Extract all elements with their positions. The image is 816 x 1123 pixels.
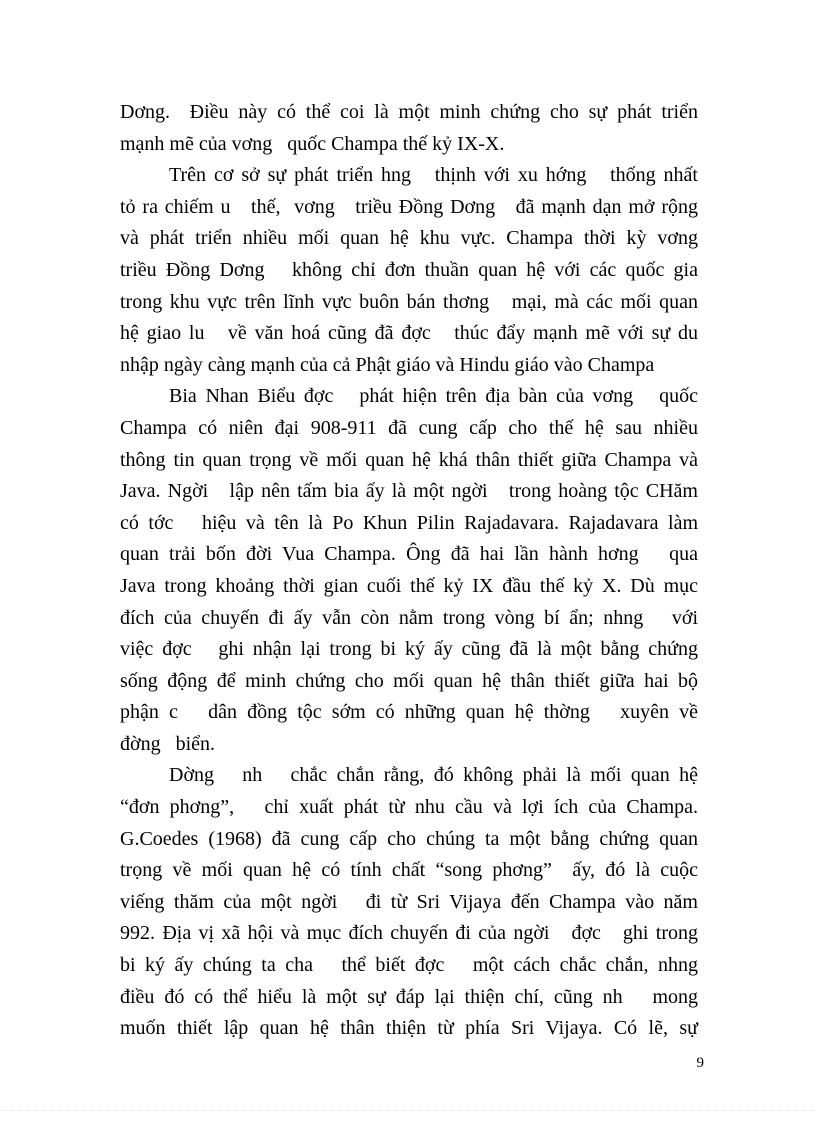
text-line: nhập ngày càng mạnh của cả Phật giáo và Hindu giáo vào Champa [120,353,655,376]
text-line: quan trải bốn đời Vua Champa. Ông đã hai lần hành hơng qua [120,543,698,566]
text-line: bi ký ấy chúng ta cha thể biết đợc một cách chắc chắn, nhng [120,954,698,977]
text-line: mạnh mẽ của vơng quốc Champa thế kỷ IX-X. [120,132,505,155]
paragraph-first-line: Trên cơ sở sự phát triển hng thịnh với xu hớng thống nhất [169,164,698,187]
text-line: điều đó có thể hiểu là một sự đáp lại thiện chí, cũng nh mong [120,985,698,1008]
text-line: tỏ ra chiếm u thế, vơng triều Đồng Dơng đã mạnh dạn mở rộng [120,195,698,218]
text-line: phận c dân đồng tộc sớm có những quan hệ thờng xuyên về [120,701,698,724]
text-line: đích của chuyến đi ấy vẫn còn nằm trong vòng bí ẩn; nhng với [120,606,698,629]
text-line: Champa có niên đại 908-911 đã cung cấp cho thế hệ sau nhiều [120,416,698,439]
text-line: và phát triển nhiều mối quan hệ khu vực. Champa thời kỳ vơng [120,227,698,250]
text-line: “đơn phơng”, chỉ xuất phát từ nhu cầu và lợi ích của Champa. [120,796,698,819]
text-line: việc đợc ghi nhận lại trong bi ký ấy cũng đã là một bằng chứng [120,638,698,661]
text-line: đờng biển. [120,732,216,755]
body-text [120,97,698,1045]
text-line: 992. Địa vị xã hội và mục đích chuyến đi của ngời đợc ghi trong [120,922,698,945]
page-bottom-rule [0,1110,816,1111]
text-line: trọng về mối quan hệ có tính chất “song phơng” ấy, đó là cuộc [120,859,698,882]
text-line: triều Đồng Dơng không chỉ đơn thuần quan hệ với các quốc gia [120,258,698,281]
paragraph-first-line: Dờng nh chắc chắn rằng, đó không phải là mối quan hệ [169,764,698,787]
text-line: G.Coedes (1968) đã cung cấp cho chúng ta một bằng chứng quan [120,827,698,850]
text-line: thông tin quan trọng về mối quan hệ khá thân thiết giữa Champa và [120,448,698,471]
text-line: trong khu vực trên lĩnh vực buôn bán thơng mại, mà các mối quan [120,290,698,313]
text-line: hệ giao lu về văn hoá cũng đã đợc thúc đẩy mạnh mẽ với sự du [120,322,698,345]
page-number: 9 [696,1055,704,1071]
text-line: Java. Ngời lập nên tấm bia ấy là một ngời trong hoàng tộc CHăm [120,480,698,503]
paragraph-first-line: Bia Nhan Biểu đợc phát hiện trên địa bàn của vơng quốc [169,385,698,408]
text-line: Java trong khoảng thời gian cuối thế kỷ IX đầu thế kỷ X. Dù mục [120,574,698,597]
text-line: có tớc hiệu và tên là Po Khun Pilin Rajadavara. Rajadavara làm [120,511,698,534]
text-line: sống động để minh chứng cho mối quan hệ thân thiết giữa hai bộ [120,669,698,692]
text-line: Dơng. Điều này có thể coi là một minh chứng cho sự phát triển [120,101,698,123]
text-line: viếng thăm của một ngời đi từ Sri Vijaya đến Champa vào năm [120,890,698,913]
text-line: muốn thiết lập quan hệ thân thiện từ phía Sri Vijaya. Có lẽ, sự [120,1017,698,1040]
